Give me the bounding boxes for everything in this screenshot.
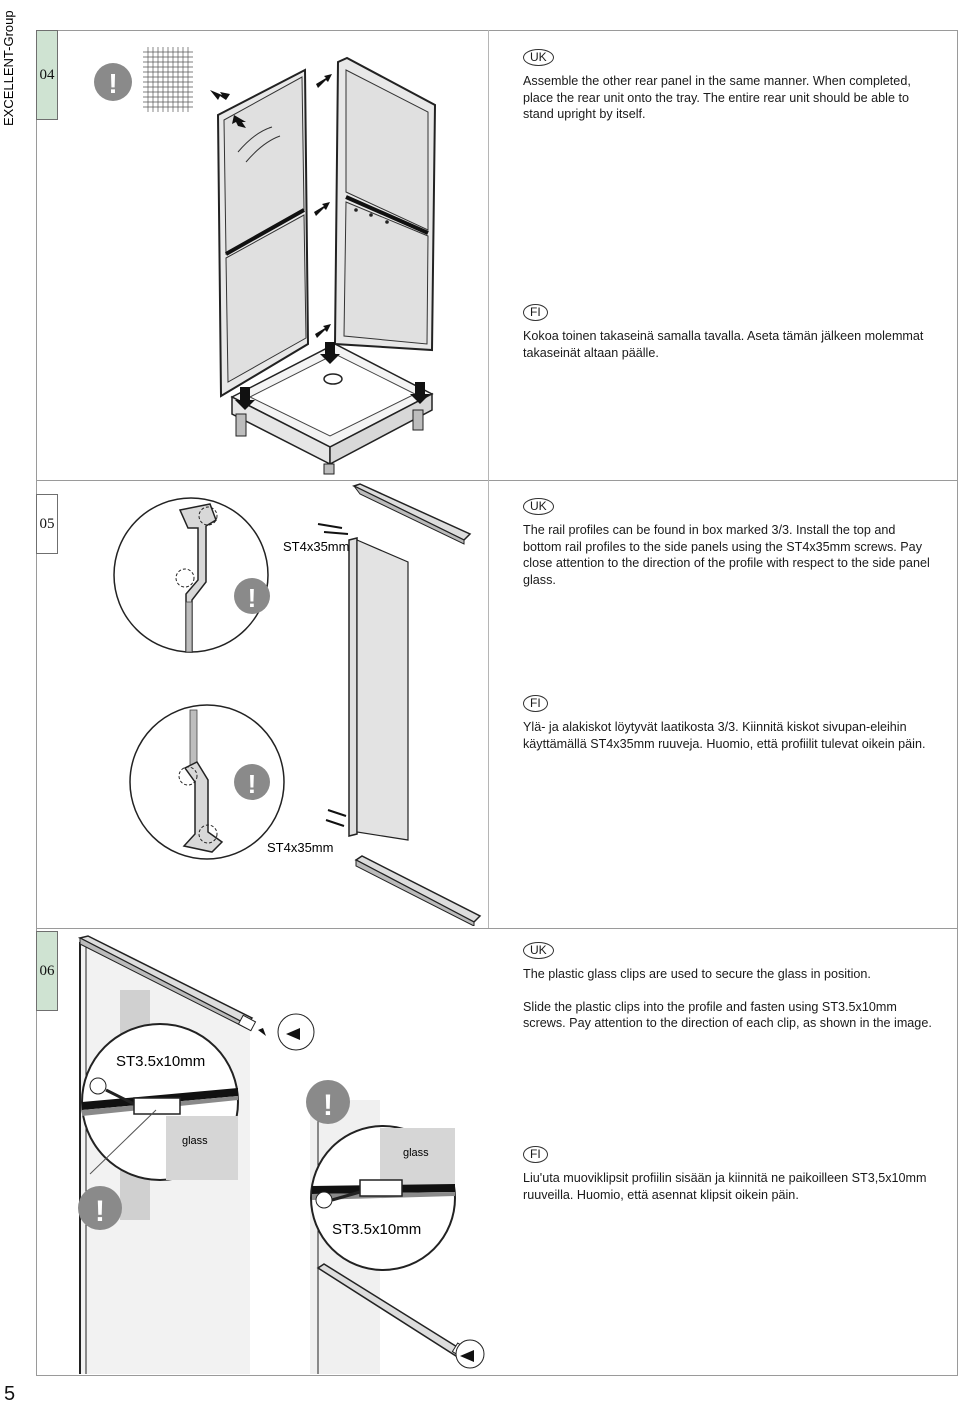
step-06-uk-text — [523, 942, 933, 1048]
screw-label-bottom: ST4x35mm — [267, 840, 334, 855]
step-06-illustration — [60, 930, 500, 1374]
rear-panel-right — [335, 58, 435, 350]
step-04-fi-text — [523, 304, 933, 377]
lang-tag-fi: FI — [523, 1146, 548, 1163]
rear-panel-left — [218, 70, 308, 396]
side-panel — [349, 538, 408, 840]
lang-tag-uk: UK — [523, 49, 554, 66]
brand-text: EXCELLENT-Group — [1, 10, 16, 126]
svg-text:!: ! — [95, 1195, 105, 1228]
screw-label-top: ST3.5x10mm — [116, 1053, 206, 1070]
lang-tag-uk: UK — [523, 942, 554, 959]
glass-label-1: glass — [182, 1135, 208, 1147]
bottom-rail-profile — [356, 856, 480, 926]
screw-icon — [326, 810, 346, 826]
step-06-uk-paragraph-1: The plastic glass clips are used to secure the glass in position. — [523, 967, 871, 981]
step-number-04: 04 — [36, 30, 58, 120]
step-04-illustration — [60, 32, 488, 478]
warning-icon — [94, 63, 132, 101]
warning-icon — [234, 578, 270, 614]
svg-text:!: ! — [247, 583, 257, 613]
lang-tag-uk: UK — [523, 498, 554, 515]
step-05-uk-text — [523, 498, 933, 604]
step-05-fi-paragraph: Ylä- ja alakiskot löytyvät laatikosta 3/3. Kiinnitä kiskot sivupan-eleihin käyttämällä ST4x35mm ruuveja. Huomio, että profiilit tulevat oikein päin. — [523, 720, 926, 751]
step-06-fi-paragraph: Liu'uta muoviklipsit profiilin sisään ja kiinnitä ne paikoilleen ST3,5x10mm ruuveilla. Huomio, että asennat klipsit oikein päin. — [523, 1171, 927, 1202]
step-05-illustration — [60, 482, 488, 926]
svg-text:!: ! — [108, 68, 118, 99]
lang-tag-fi: FI — [523, 304, 548, 321]
column-divider-04 — [488, 30, 489, 480]
step-number-06: 06 — [36, 931, 58, 1011]
svg-text:!: ! — [323, 1089, 333, 1122]
step-04-uk-text — [523, 49, 933, 139]
warning-icon — [234, 764, 270, 800]
brand-logo — [0, 0, 18, 130]
profile-detail-top — [114, 498, 268, 652]
warning-icon — [78, 1186, 122, 1230]
column-divider-05 — [488, 480, 489, 928]
warning-icon — [306, 1080, 350, 1124]
screw-icon — [318, 524, 348, 534]
screw-label-bottom: ST3.5x10mm — [332, 1221, 422, 1238]
screw-label-top: ST4x35mm — [283, 539, 350, 554]
step-06-uk-paragraph-2: Slide the plastic clips into the profile and fasten using ST3.5x10mm screws. Pay attention to the direction of each clip, as shown in the image. — [523, 999, 932, 1030]
step-04-fi-paragraph: Kokoa toinen takaseinä samalla tavalla. Aseta tämän jälkeen molemmat takaseinät altaan päälle. — [523, 329, 924, 360]
glass-label-2: glass — [403, 1147, 429, 1159]
lang-tag-fi: FI — [523, 695, 548, 712]
step-04-uk-paragraph: Assemble the other rear panel in the same manner. When completed, place the rear unit onto the tray. The entire rear unit should be able to stand upright by itself. — [523, 74, 911, 121]
step-number-05: 05 — [36, 494, 58, 554]
svg-text:!: ! — [247, 769, 257, 799]
clip-detail-top — [82, 1024, 238, 1180]
step-05-uk-paragraph: The rail profiles can be found in box marked 3/3. Install the top and bottom rail profiles to the side panels using the ST4x35mm screws. Pay close attention to the direction of the profile with respect to the side panel glass. — [523, 523, 930, 587]
clip-detail-bottom — [311, 1126, 455, 1270]
top-rail-profile — [354, 484, 470, 544]
glass-pattern-icon — [143, 47, 193, 112]
step-06-fi-text — [523, 1146, 933, 1219]
divider-step-05 — [36, 480, 958, 481]
page-number: 5 — [4, 1383, 16, 1405]
divider-step-06 — [36, 928, 958, 929]
step-05-fi-text — [523, 695, 933, 768]
